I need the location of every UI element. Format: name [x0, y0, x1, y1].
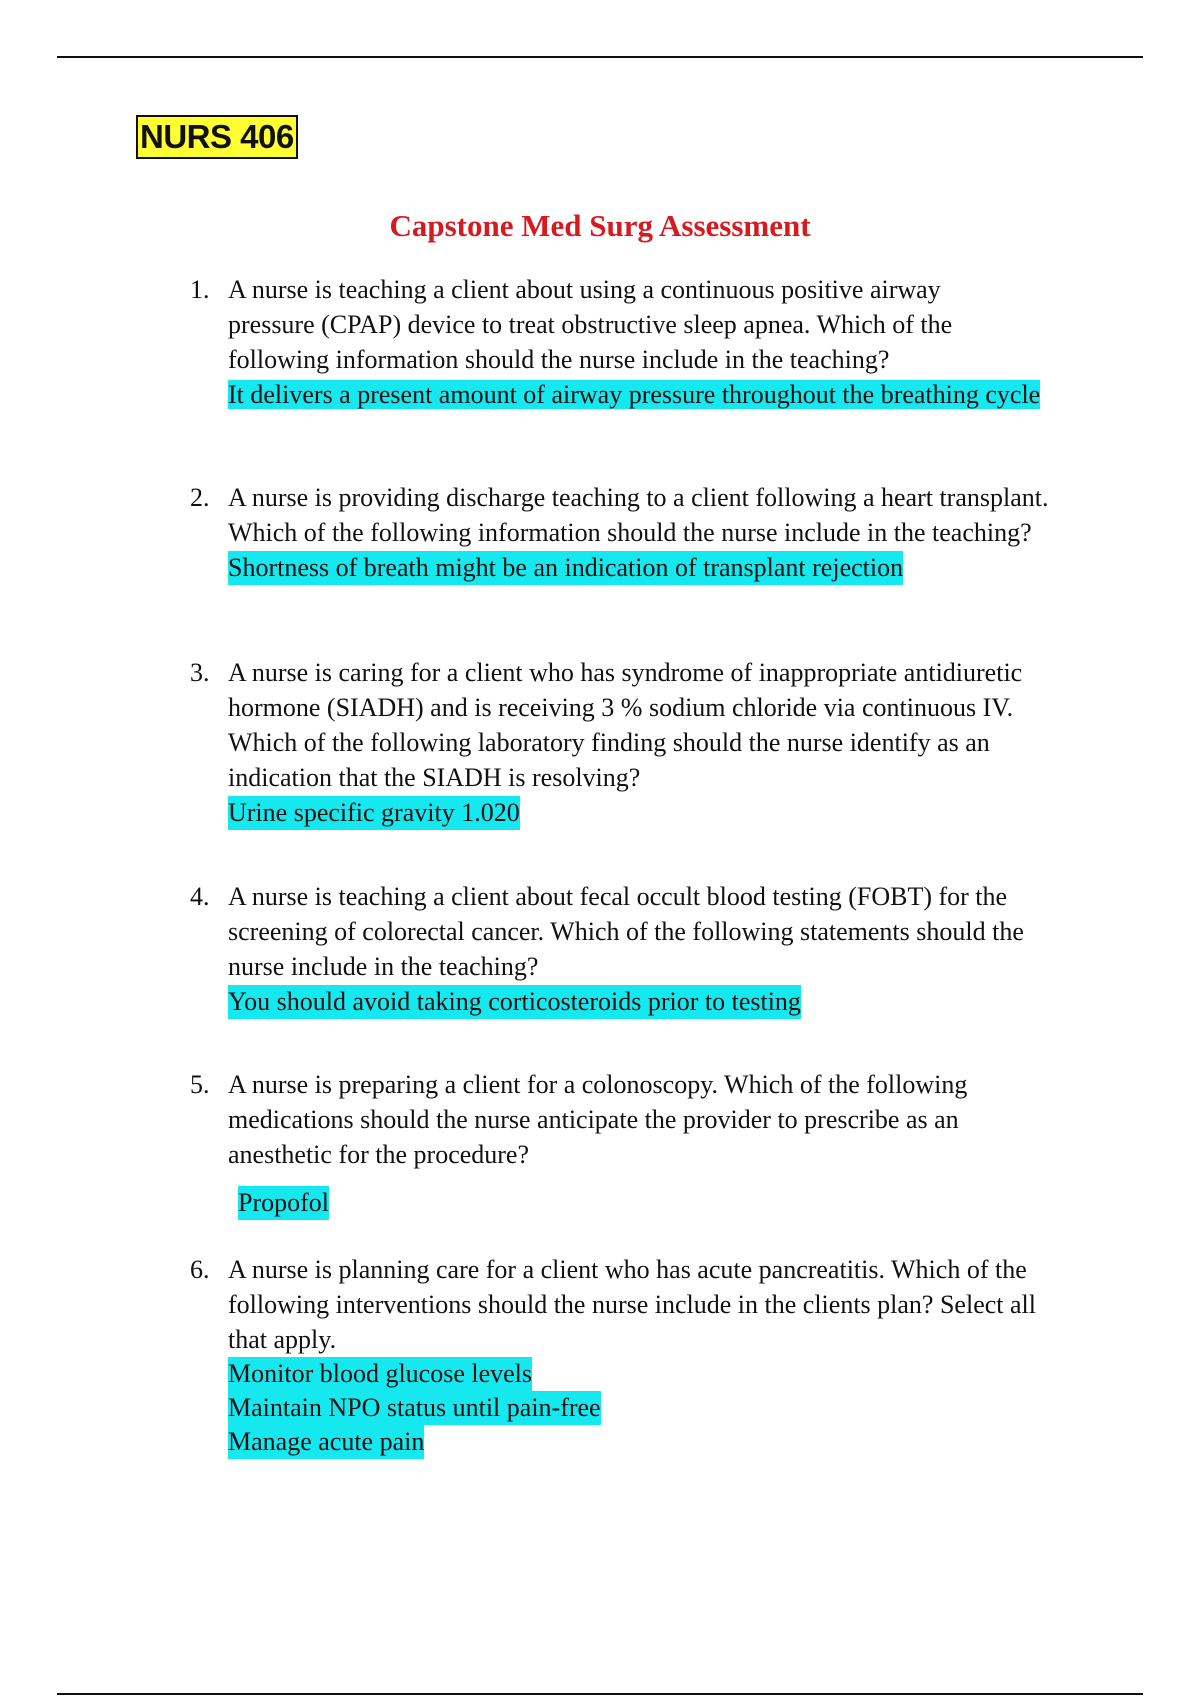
- question-2: [190, 480, 1090, 585]
- answer: You should avoid taking corticosteroids prior to testing: [228, 985, 801, 1019]
- answer: Shortness of breath might be an indication of transplant rejection: [228, 551, 903, 585]
- answer: Urine specific gravity 1.020: [228, 796, 520, 830]
- bottom-rule: [57, 1693, 1143, 1695]
- answer-list: [190, 1357, 1090, 1459]
- answer: Maintain NPO status until pain-free: [228, 1391, 601, 1425]
- question-number: 3.: [190, 658, 210, 687]
- answer: Monitor blood glucose levels: [228, 1357, 532, 1391]
- question-text: A nurse is providing discharge teaching to a client following a heart transplant. Which of the following information should the nurse include in the teaching?: [228, 483, 1049, 547]
- question-1: [190, 272, 1090, 412]
- document-title: Capstone Med Surg Assessment: [389, 208, 811, 243]
- question-text: A nurse is preparing a client for a colonoscopy. Which of the following medications should the nurse anticipate the provider to prescribe as an anesthetic for the procedure?: [228, 1070, 968, 1169]
- top-rule: [57, 56, 1143, 58]
- question-text: A nurse is caring for a client who has syndrome of inappropriate antidiuretic hormone (SIADH) and is receiving 3 % sodium chloride via continuous IV. Which of the following laboratory finding should the nurse identify as an indication that the SIADH is resolving?: [228, 658, 1023, 792]
- question-4: [190, 879, 1090, 1019]
- question-number: 2.: [190, 483, 210, 512]
- course-code-label: NURS 406: [136, 115, 298, 159]
- question-number: 6.: [190, 1255, 210, 1284]
- answer: Manage acute pain: [228, 1425, 424, 1459]
- question-text: A nurse is teaching a client about fecal occult blood testing (FOBT) for the screening of colorectal cancer. Which of the following statements should the nurse include in the teaching?: [228, 882, 1024, 981]
- question-text: A nurse is teaching a client about using a continuous positive airway pressure (CPAP) device to treat obstructive sleep apnea. Which of the following information should the nurse include in the teaching?: [228, 275, 953, 374]
- answer: Propofol: [238, 1186, 329, 1220]
- question-5: [190, 1067, 1090, 1220]
- question-text: A nurse is planning care for a client who has acute pancreatitis. Which of the following interventions should the nurse include in the clients plan? Select all that apply.: [228, 1255, 1036, 1354]
- answer-text: It delivers a present amount of airway pressure throughout the breathing cycle: [228, 380, 1041, 409]
- answer: [228, 377, 1048, 412]
- question-number: 5.: [190, 1070, 210, 1099]
- question-number: 1.: [190, 275, 210, 304]
- question-3: [190, 655, 1090, 830]
- question-number: 4.: [190, 882, 210, 911]
- question-6: [190, 1252, 1090, 1459]
